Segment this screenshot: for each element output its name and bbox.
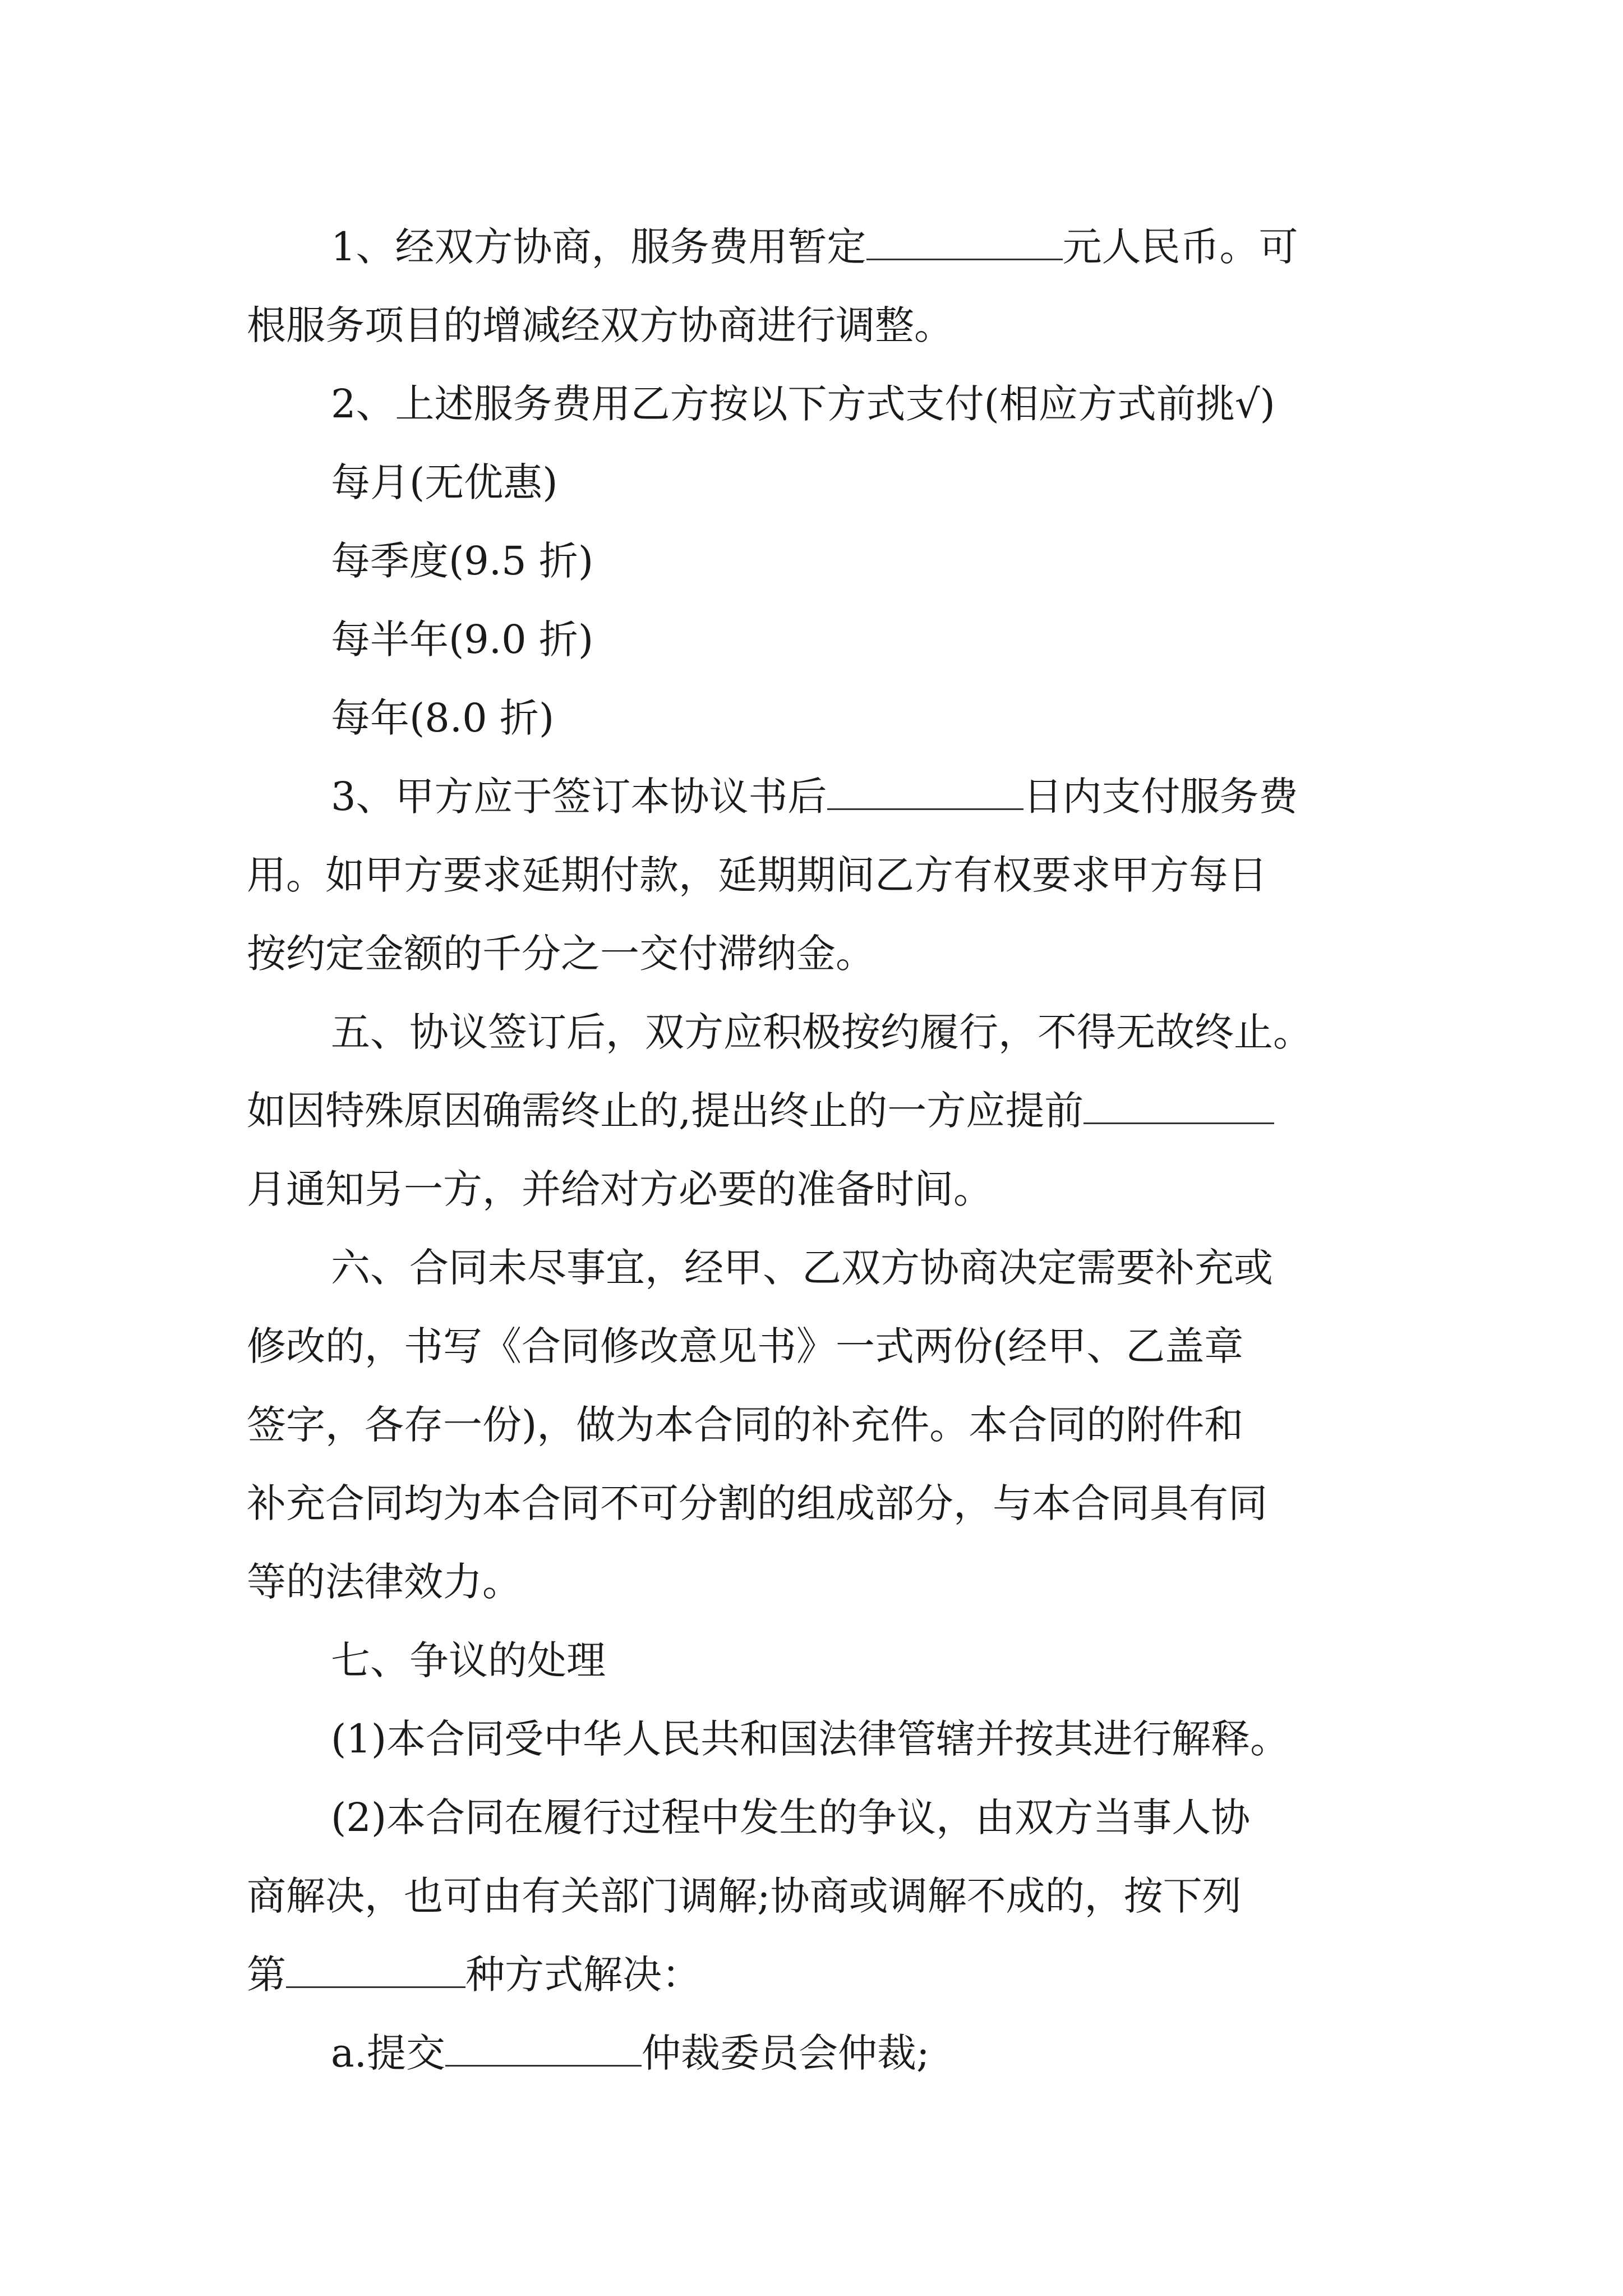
clause-7-option-a [247, 2014, 1380, 2092]
due-clause-line-2: 用。如甲方要求延期付款，延期期间乙方有权要求甲方每日 [247, 852, 1267, 898]
clause-6-line-2: 修改的，书写《合同修改意见书》一式两份(经甲、乙盖章 [247, 1323, 1244, 1369]
payment-option-half-year: 每半年(9.0 折) [331, 616, 594, 662]
clause-5-line-1: 五、协议签订后，双方应积极按约履行，不得无故终止。 [331, 1009, 1312, 1055]
method-number-blank [286, 1953, 465, 1988]
clause-5-text-before-blank: 如因特殊原因确需终止的,提出终止的一方应提前 [247, 1088, 1084, 1134]
payment-option-yearly: 每年(8.0 折) [331, 695, 555, 741]
due-clause-line-3: 按约定金额的千分之一交付滞纳金。 [247, 931, 875, 977]
clause-5-line-3: 月通知另一方，并给对方必要的准备时间。 [247, 1166, 993, 1212]
fee-text-after-blank: 元人民币。可 [1062, 224, 1298, 270]
payment-option-monthly: 每月(无优惠) [331, 459, 558, 505]
document-body [247, 208, 1380, 2092]
clause-6-line-3: 签字，各存一份)，做为本合同的补充件。本合同的附件和 [247, 1402, 1244, 1448]
notice-months-blank [1083, 1089, 1274, 1124]
clause-6-line-4: 补充合同均为本合同不可分割的组成部分，与本合同具有同 [247, 1480, 1267, 1526]
clause-7-item-2-line-3 [247, 1935, 1380, 2014]
clause-7-item-2-line-1: (2)本合同在履行过程中发生的争议，由双方当事人协 [331, 1795, 1251, 1841]
clause-5-line-2 [247, 1071, 1380, 1150]
fee-clause-line-1 [247, 208, 1380, 286]
payment-intro: 2、上述服务费用乙方按以下方式支付(相应方式前挑√) [331, 381, 1275, 427]
method-text-before-blank: 第 [247, 1952, 286, 1998]
option-a-text-after-blank: 仲裁委员会仲裁; [641, 2030, 930, 2076]
arbitration-committee-blank [445, 2031, 642, 2067]
fee-clause-line-2: 根服务项目的增减经双方协商进行调整。 [247, 302, 953, 348]
due-days-blank [827, 775, 1023, 810]
clause-6-line-5: 等的法律效力。 [247, 1559, 522, 1605]
fee-amount-blank [866, 225, 1063, 260]
option-a-text-before-blank: a.提交 [331, 2030, 445, 2076]
method-text-after-blank: 种方式解决： [465, 1952, 701, 1998]
clause-7-item-2-line-2: 商解决，也可由有关部门调解;协商或调解不成的，按下列 [247, 1873, 1242, 1919]
clause-7-title: 七、争议的处理 [331, 1637, 606, 1683]
due-text-after-blank: 日内支付服务费 [1023, 774, 1298, 820]
payment-option-quarterly: 每季度(9.5 折) [331, 538, 594, 584]
fee-text-before-blank: 1、经双方协商，服务费用暂定 [331, 224, 866, 270]
clause-7-item-1: (1)本合同受中华人民共和国法律管辖并按其进行解释。 [331, 1716, 1290, 1762]
due-text-before-blank: 3、甲方应于签订本协议书后 [331, 774, 827, 820]
due-clause-line-1 [247, 757, 1380, 836]
clause-6-line-1: 六、合同未尽事宜，经甲、乙双方协商决定需要补充或 [331, 1245, 1273, 1291]
